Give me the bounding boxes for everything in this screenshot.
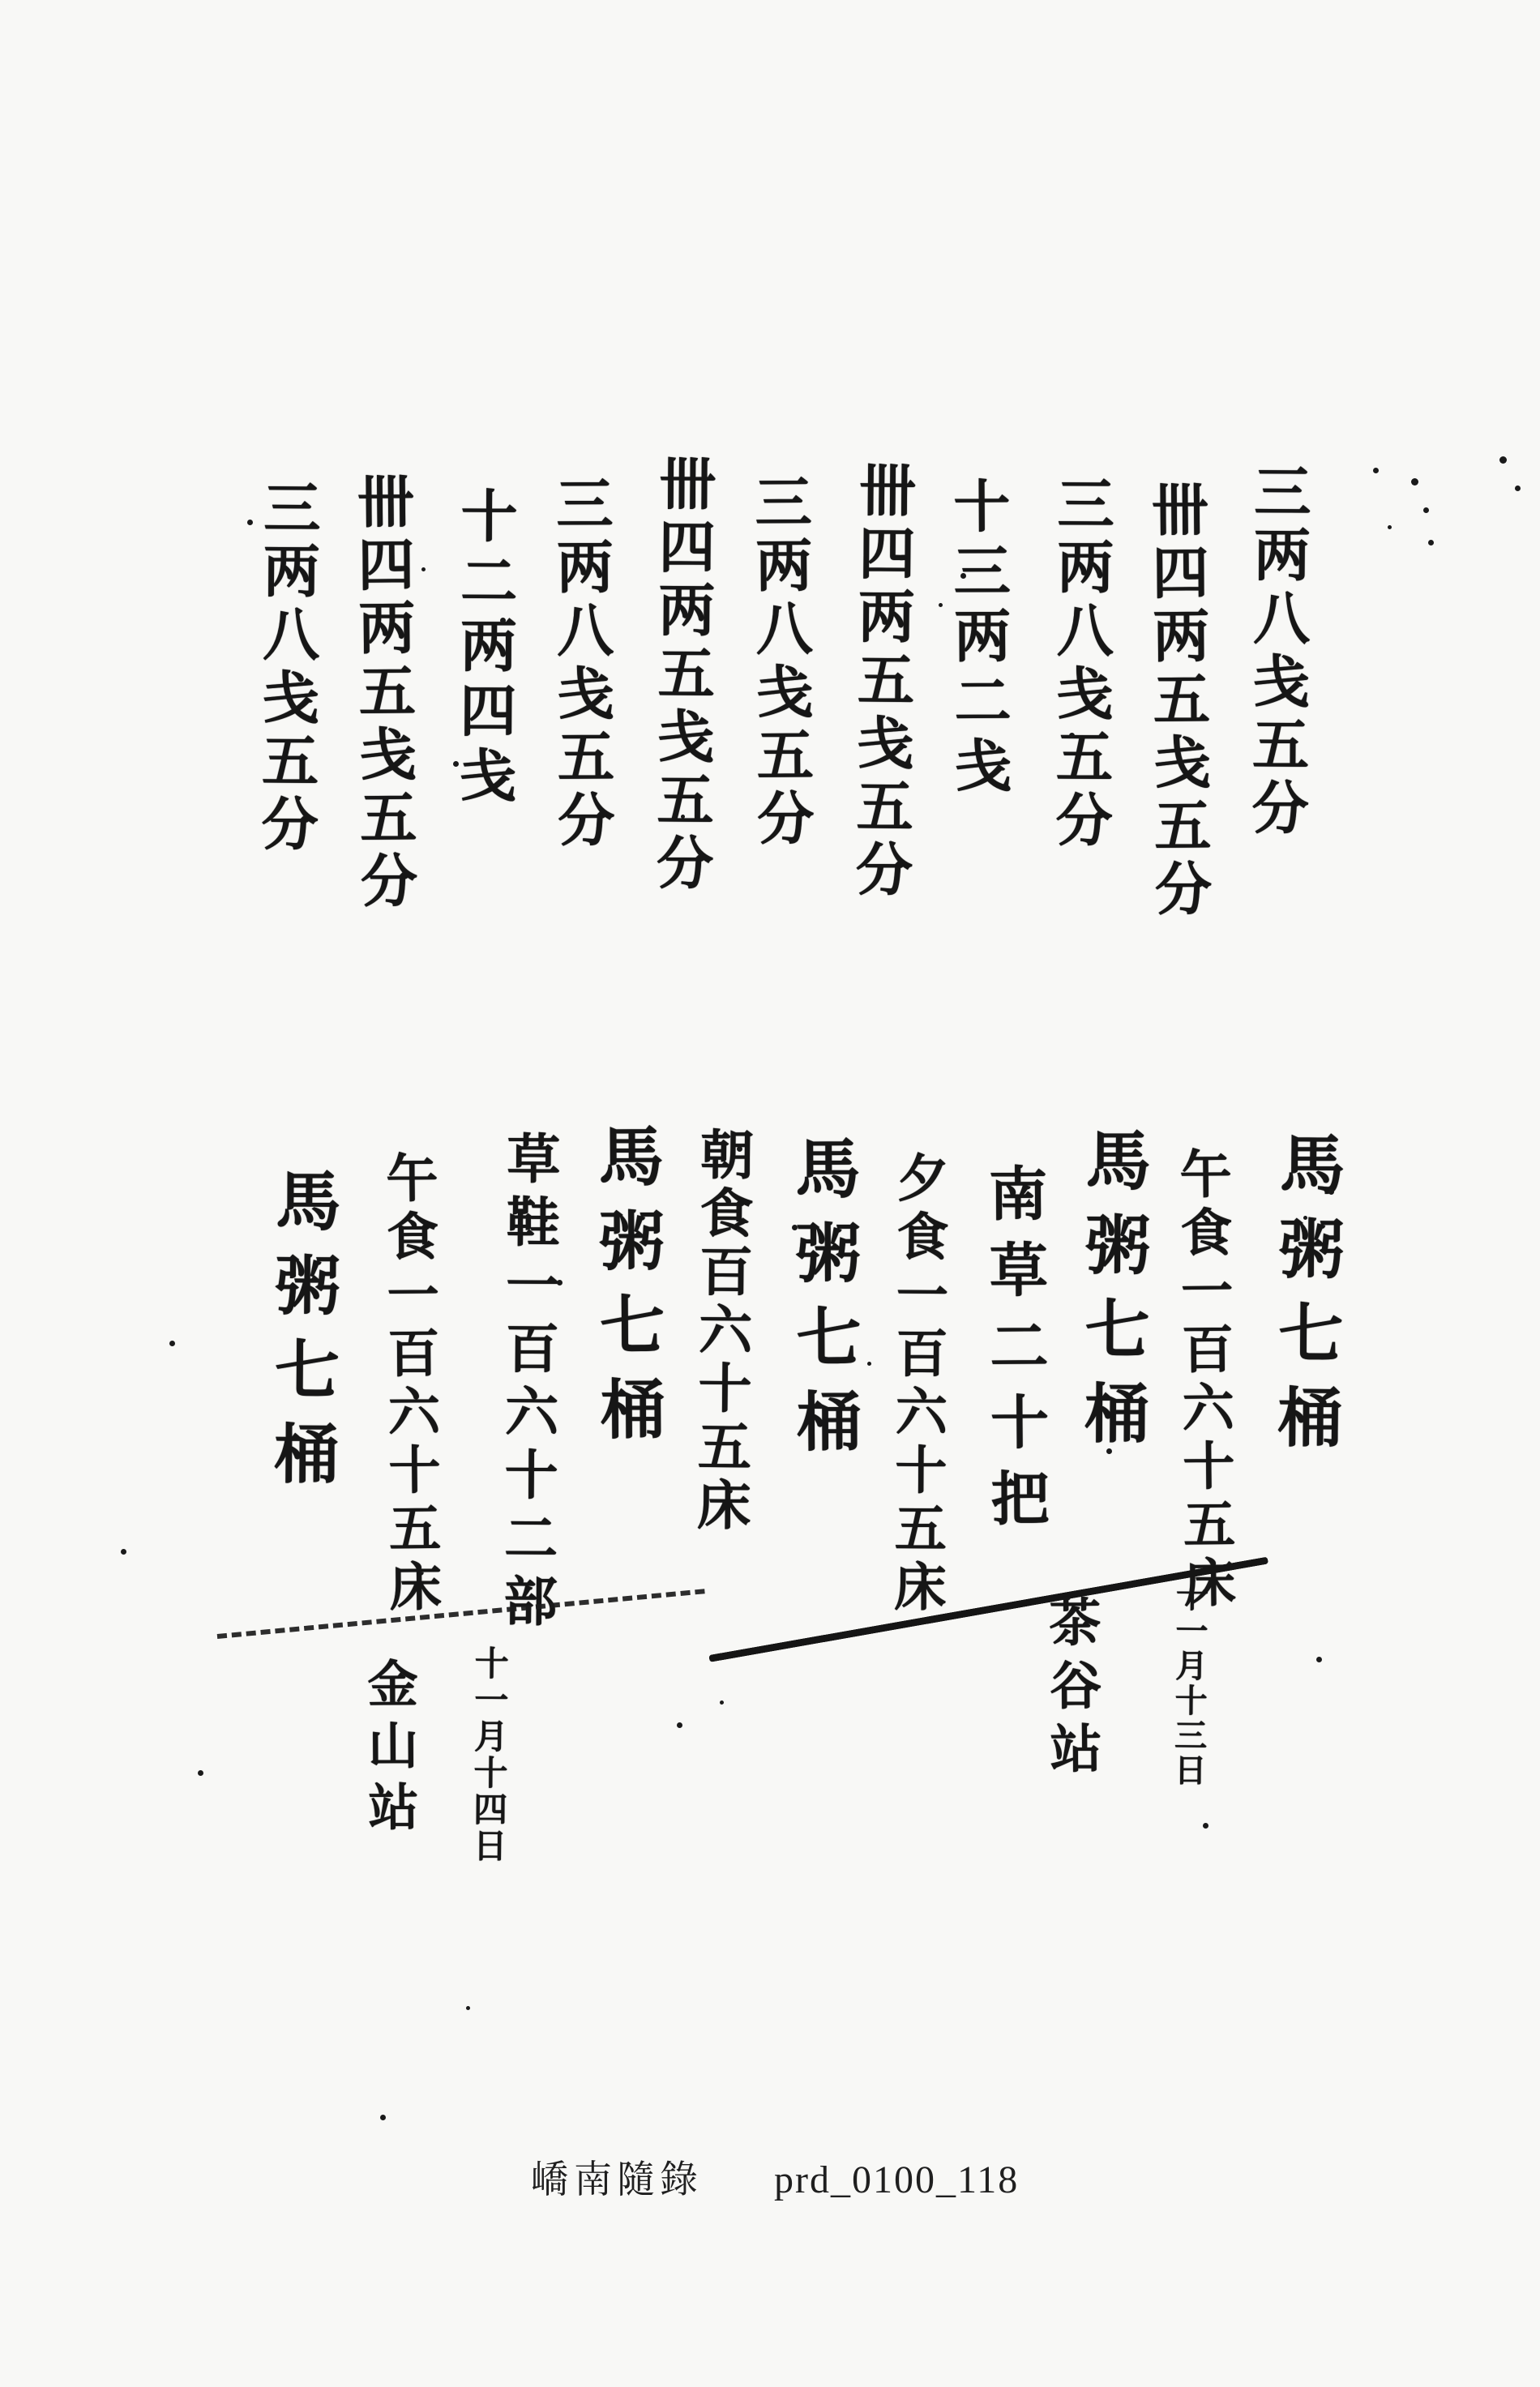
footer-page-id: prd_0100_118 [774,2158,1020,2201]
ink-speckles [0,0,4,4]
amount-column: 十二两四戋 [451,486,515,811]
supply-column: 夕食一百六十五床 [887,1150,948,1619]
supply-column: 馬粥七桶 [785,1134,858,1473]
supply-column: 馬粥七桶 [263,1166,338,1505]
amount-column: 三两八戋五分 [252,477,319,858]
supply-column: 草鞋一百六十二部 [494,1130,558,1637]
amount-column: 卌四两五戋五分 [847,460,913,904]
amount-column: 卌四两五戋五分 [1143,479,1209,923]
footer-caption [531,2150,1019,2204]
supply-column: 馬粥七桶 [588,1122,662,1461]
supply-column: 馬粥七桶 [1074,1126,1148,1465]
amount-column: 三两八戋五分 [1243,461,1309,842]
station-label: 茶谷站 [1042,1594,1102,1786]
supply-column: 南草二十把 [979,1162,1048,1545]
date-label: 十一月十三日 [1170,1578,1208,1789]
amount-column: 卌四两五戋五分 [648,453,714,897]
station-label: 金山站 [359,1657,417,1843]
supply-column: 馬粥七桶 [1267,1130,1341,1469]
supply-column: 朝食百六十五床 [688,1126,751,1536]
amount-column: 三两八戋五分 [547,473,613,854]
amount-column: 十三两二戋 [944,476,1009,802]
date-label: 十一月十四日 [468,1645,507,1865]
amount-column: 卌四两五戋五分 [349,471,415,915]
amount-column: 三两八戋五分 [1046,473,1112,854]
supply-column: 午食一百六十五床 [1172,1146,1235,1615]
supply-column: 午食一百六十五床 [379,1150,441,1619]
footer-title: 嶠南隨錄 [531,2159,703,2201]
amount-column: 三两八戋五分 [746,472,812,853]
